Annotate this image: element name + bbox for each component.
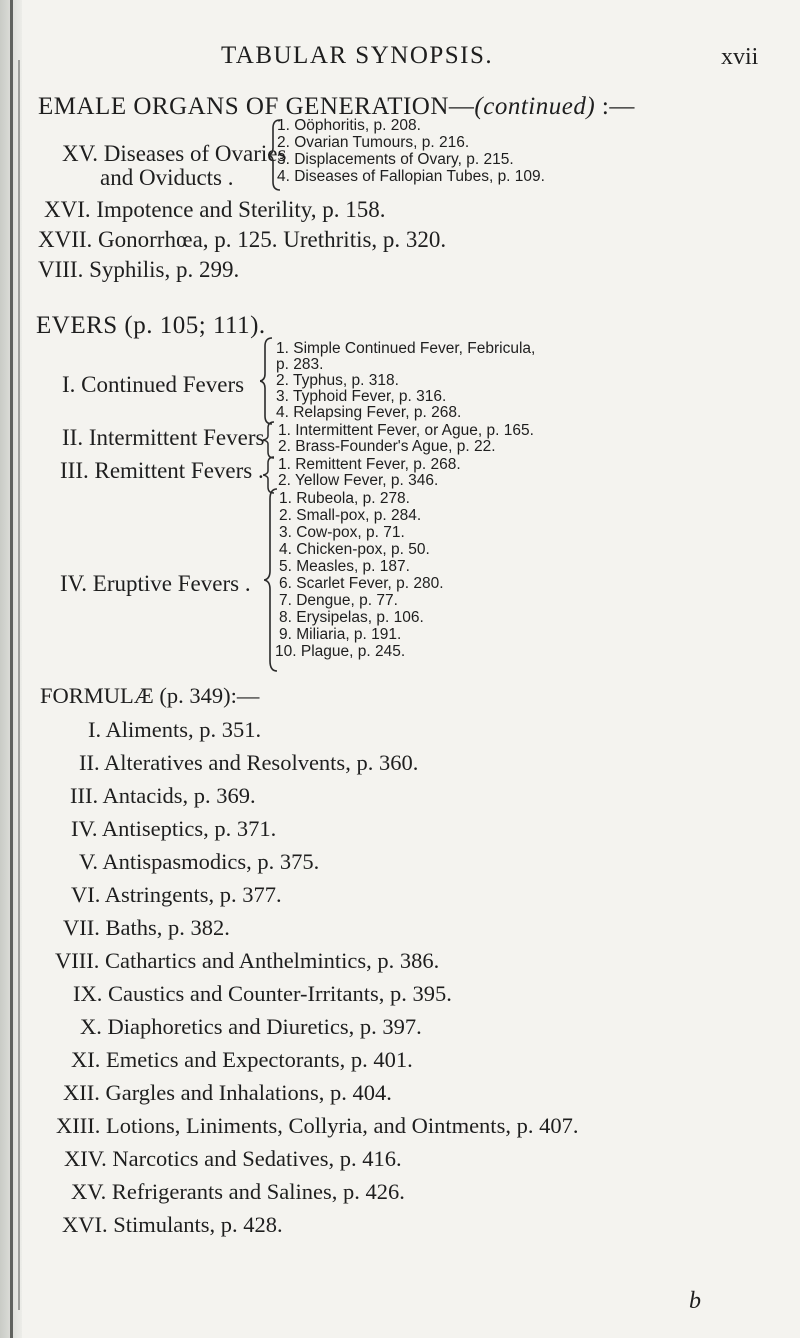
section-title-fevers: EVERS (p. 105; 111). (36, 312, 266, 339)
xv-sub-4: 4. Diseases of Fallopian Tubes, p. 109. (277, 168, 545, 185)
eruptive-sub-3: 3. Cow-pox, p. 71. (279, 524, 405, 541)
eruptive-sub-4: 4. Chicken-pox, p. 50. (279, 541, 430, 558)
brace-continued (260, 336, 276, 426)
fever-group-eruptive-label: IV. Eruptive Fevers . (60, 571, 251, 596)
remittent-sub-2: 2. Yellow Fever, p. 346. (278, 472, 439, 489)
eruptive-sub-8: 8. Erysipelas, p. 106. (279, 609, 424, 626)
formula-item: I. Aliments, p. 351. (88, 717, 262, 742)
continued-sub-1b: p. 283. (276, 356, 324, 373)
eruptive-sub-2: 2. Small-pox, p. 284. (279, 507, 422, 524)
brace-intermittent (263, 420, 277, 460)
item-xv-label-line-2: and Oviducts . (100, 165, 234, 190)
signature-mark: b (689, 1288, 701, 1314)
formula-item: X. Diaphoretics and Diuretics, p. 397. (80, 1014, 422, 1039)
running-head: TABULAR SYNOPSIS. (221, 42, 494, 69)
continued-sub-3: 3. Typhoid Fever, p. 316. (276, 388, 447, 405)
fever-group-remittent-label: III. Remittent Fevers . (60, 458, 264, 483)
continued-sub-1: 1. Simple Continued Fever, Febricula, (276, 340, 536, 357)
formula-item: XIV. Narcotics and Sedatives, p. 416. (64, 1146, 402, 1171)
remittent-sub-1: 1. Remittent Fever, p. 268. (278, 456, 461, 473)
formula-item: II. Alteratives and Resolvents, p. 360. (79, 750, 419, 775)
intermittent-sub-1: 1. Intermittent Fever, or Ague, p. 165. (278, 422, 534, 439)
eruptive-sub-7: 7. Dengue, p. 77. (279, 592, 398, 609)
eruptive-sub-10: 10. Plague, p. 245. (275, 643, 406, 660)
formula-item: XIII. Lotions, Liniments, Collyria, and Ointments, p. 407. (56, 1113, 579, 1138)
formula-item: V. Antispasmodics, p. 375. (79, 849, 320, 874)
continued-sub-4: 4. Relapsing Fever, p. 268. (276, 404, 462, 421)
continued-sub-2: 2. Typhus, p. 318. (276, 372, 399, 389)
formula-item: XII. Gargles and Inhalations, p. 404. (63, 1080, 392, 1105)
fever-group-intermittent-label: II. Intermittent Fevers (62, 425, 265, 450)
item-xvii: XVII. Gonorrhœa, p. 125. Urethritis, p. 320. (38, 227, 447, 252)
page-number: xvii (721, 44, 759, 70)
section-title-genitals-tail: :— (595, 93, 635, 120)
formula-item: XI. Emetics and Expectorants, p. 401. (71, 1047, 413, 1072)
binding-shadow-line-inner (18, 60, 20, 1310)
item-xviii: VIII. Syphilis, p. 299. (38, 257, 240, 282)
formula-item: IX. Caustics and Counter-Irritants, p. 395. (73, 981, 452, 1006)
formula-item: IV. Antiseptics, p. 371. (71, 816, 277, 841)
eruptive-sub-5: 5. Measles, p. 187. (279, 558, 410, 575)
section-title-genitals-main: EMALE ORGANS OF GENERATION— (38, 93, 475, 120)
formula-item: XV. Refrigerants and Salines, p. 426. (71, 1179, 405, 1204)
eruptive-sub-1: 1. Rubeola, p. 278. (279, 490, 410, 507)
eruptive-sub-9: 9. Miliaria, p. 191. (279, 626, 402, 643)
section-title-formulae: FORMULÆ (p. 349):— (40, 683, 260, 708)
xv-sub-2: 2. Ovarian Tumours, p. 216. (277, 134, 470, 151)
formula-item: VII. Baths, p. 382. (63, 915, 230, 940)
item-xvi: XVI. Impotence and Sterility, p. 158. (44, 197, 386, 222)
intermittent-sub-2: 2. Brass-Founder's Ague, p. 22. (278, 438, 496, 455)
binding-shadow-line (10, 0, 13, 1338)
xv-sub-1: 1. Oöphoritis, p. 208. (277, 117, 421, 134)
eruptive-sub-6: 6. Scarlet Fever, p. 280. (279, 575, 444, 592)
fever-group-continued-label: I. Continued Fevers (62, 372, 245, 397)
formula-item: VI. Astringents, p. 377. (71, 882, 282, 907)
item-xv-label-line-1: XV. Diseases of Ovaries (62, 141, 287, 166)
xv-sub-3: 3. Displacements of Ovary, p. 215. (277, 151, 514, 168)
formula-item: III. Antacids, p. 369. (70, 783, 256, 808)
formula-item: VIII. Cathartics and Anthelmintics, p. 386. (55, 948, 440, 973)
formula-item: XVI. Stimulants, p. 428. (62, 1212, 283, 1237)
section-title-continued: (continued) (474, 93, 596, 120)
